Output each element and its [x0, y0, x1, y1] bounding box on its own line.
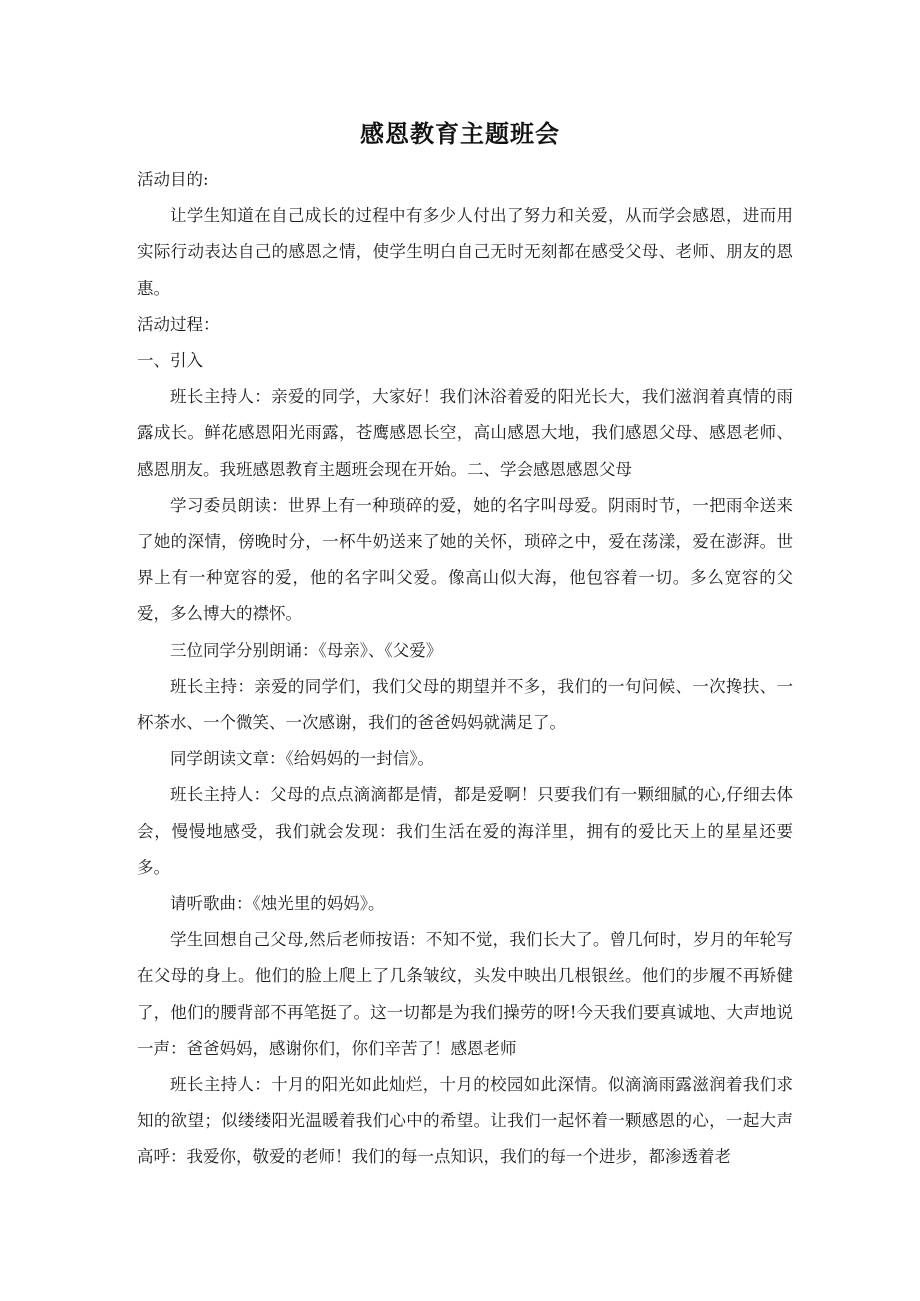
- paragraph-process-label: 活动过程：: [137, 314, 220, 334]
- paragraph-purpose-label: 活动目的:: [137, 170, 209, 189]
- paragraph: 学习委员朗读：世界上有一种琐碎的爱，她的名字叫母爱。阴雨时节，一把雨伞送来了她的深情，傍晚时分，一杯牛奶送来了她的关怀，琐碎之中，爱在荡漾，爱在澎湃。世界上有一种宽容的爱，他的名字叫父爱。像高山似大海，他包容着一切。多么宽容的父爱，多么博大的襟怀。: [137, 495, 793, 624]
- section-heading-intro: 一、引入: [137, 351, 203, 371]
- paragraph: 班长主持人：十月的阳光如此灿烂，十月的校园如此深情。似滴滴雨露滋润着我们求知的欲望；似缕缕阳光温暖着我们心中的希望。让我们一起怀着一颗感恩的心，一起大声高呼：我爱你，敬爱的老师！我们的每一点知识，我们的每一个进步，都渗透着老: [137, 1075, 793, 1167]
- paragraph: 班长主持人：父母的点点滴滴都是情，都是爱啊！只要我们有一颗细腻的心,仔细去体会，慢慢地感受，我们就会发现：我们生活在爱的海洋里，拥有的爱比天上的星星还要多。: [137, 785, 793, 877]
- document-title: 感恩教育主题班会: [360, 120, 560, 148]
- paragraph-purpose: 让学生知道在自己成长的过程中有多少人付出了努力和关爱，从而学会感恩，进而用实际行动表达自己的感恩之情，使学生明白自己无时无刻都在感受父母、老师、朋友的恩惠。: [137, 206, 793, 298]
- paragraph: 班长主持：亲爱的同学们，我们父母的期望并不多，我们的一句问候、一次搀扶、一杯茶水、一个微笑、一次感谢，我们的爸爸妈妈就满足了。: [137, 676, 793, 733]
- paragraph: 同学朗读文章：《给妈妈的一封信》。: [170, 749, 434, 769]
- document-body: [137, 162, 793, 1176]
- paragraph: 三位同学分别朗诵：《母亲》、《父爱》: [170, 640, 443, 660]
- paragraph: 学生回想自己父母,然后老师按语：不知不觉，我们长大了。曾几何时，岁月的年轮写在父母的身上。他们的脸上爬上了几条皱纹，头发中映出几根银丝。他们的步履不再矫健了，他们的腰背部不再笔挺了。这一切都是为我们操劳的呀!今天我们要真诚地、大声地说一声：爸爸妈妈，感谢你们，你们辛苦了！感恩老师: [137, 930, 793, 1058]
- paragraph: 班长主持人：亲爱的同学，大家好！我们沐浴着爱的阳光长大，我们滋润着真情的雨露成长。鲜花感恩阳光雨露，苍鹰感恩长空，高山感恩大地，我们感恩父母、感恩老师、感恩朋友。我班感恩教育主题班会现在开始。二、学会感恩感恩父母: [137, 387, 793, 479]
- paragraph: 请听歌曲：《烛光里的妈妈》。: [170, 894, 385, 914]
